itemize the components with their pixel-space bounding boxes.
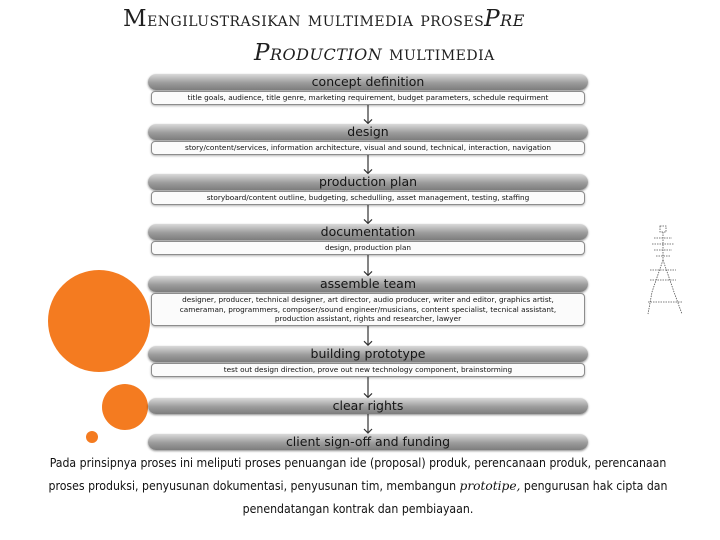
stage-concept-definition (148, 74, 588, 105)
stage-label: clear rights (148, 398, 588, 414)
stage-label: assemble team (148, 276, 588, 292)
caption-italic-term: prototipe, (459, 479, 521, 493)
stage-detail-line: cameraman, programmers, composer/sound engineer/musicians, content specialist, tecnical assistant, (179, 304, 557, 314)
stage-detail-line: story/content/services, information architecture, visual and sound, technical, interaction, navigation (185, 143, 551, 152)
stage-details-box (151, 363, 585, 377)
caption-text-2: pengurusan hak cipta dan penendatangan kontrak dan pembiayaan. (242, 479, 668, 516)
slide-title-line-2 (0, 40, 720, 66)
title-line-1-italic: Pre (484, 6, 525, 32)
caption-text-1: Pada prinsipnya proses ini meliputi proses penuangan ide (proposal) produk, perencanaan produk, perencanaan proses produksi, penyusunan dokumentasi, penyusunan tim, membangun (48, 456, 667, 493)
stage-detail-line: storyboard/content outline, budgeting, schedulling, asset management, testing, staffing (206, 193, 530, 202)
down-arrow-icon (361, 105, 375, 124)
stage-label: building prototype (148, 346, 588, 362)
stage-design (148, 124, 588, 155)
down-arrow-icon (361, 326, 375, 346)
stage-label: production plan (148, 174, 588, 190)
stage-details-box (151, 91, 585, 105)
stage-details-box (151, 293, 585, 326)
down-arrow-icon (361, 414, 375, 434)
small-orange-circle (86, 431, 98, 443)
description-paragraph (48, 452, 668, 521)
stage-details-box (151, 191, 585, 205)
title-line-2-text: multimedia (382, 41, 495, 65)
title-line-1-text: engilustrasikan multimedia proses (147, 7, 485, 31)
stage-details-box (151, 141, 585, 155)
stage-detail-line: design, production plan (324, 243, 412, 252)
stage-detail-line: production assistant, rights and researcher, lawyer (274, 314, 462, 324)
down-arrow-icon (361, 255, 375, 276)
down-arrow-icon (361, 205, 375, 224)
stage-details-box (151, 241, 585, 255)
down-arrow-icon (361, 377, 375, 398)
stage-client-sign-off-and-funding (148, 434, 588, 450)
title-line-2-italic: Production (254, 40, 383, 66)
medium-orange-circle (102, 384, 148, 430)
figure-sketch-icon (642, 222, 688, 320)
pre-production-flow-diagram (148, 74, 588, 454)
stage-assemble-team (148, 276, 588, 326)
stage-label: concept definition (148, 74, 588, 90)
stage-label: client sign-off and funding (148, 434, 588, 450)
slide-title-line-1 (0, 6, 720, 32)
large-orange-circle (48, 270, 150, 372)
stage-detail-line: designer, producer, technical designer, art director, audio producer, writer and editor, graphics artist, (182, 295, 554, 304)
stage-clear-rights (148, 398, 588, 414)
title-lead-letter: M (123, 6, 148, 32)
stage-building-prototype (148, 346, 588, 377)
stage-documentation (148, 224, 588, 255)
stage-production-plan (148, 174, 588, 205)
stage-detail-line: test out design direction, prove out new technology component, brainstorming (223, 365, 513, 374)
down-arrow-icon (361, 155, 375, 174)
stage-detail-line: title goals, audience, title genre, marketing requirement, budget parameters, schedule requirment (187, 93, 549, 102)
stage-label: design (148, 124, 588, 140)
stage-label: documentation (148, 224, 588, 240)
